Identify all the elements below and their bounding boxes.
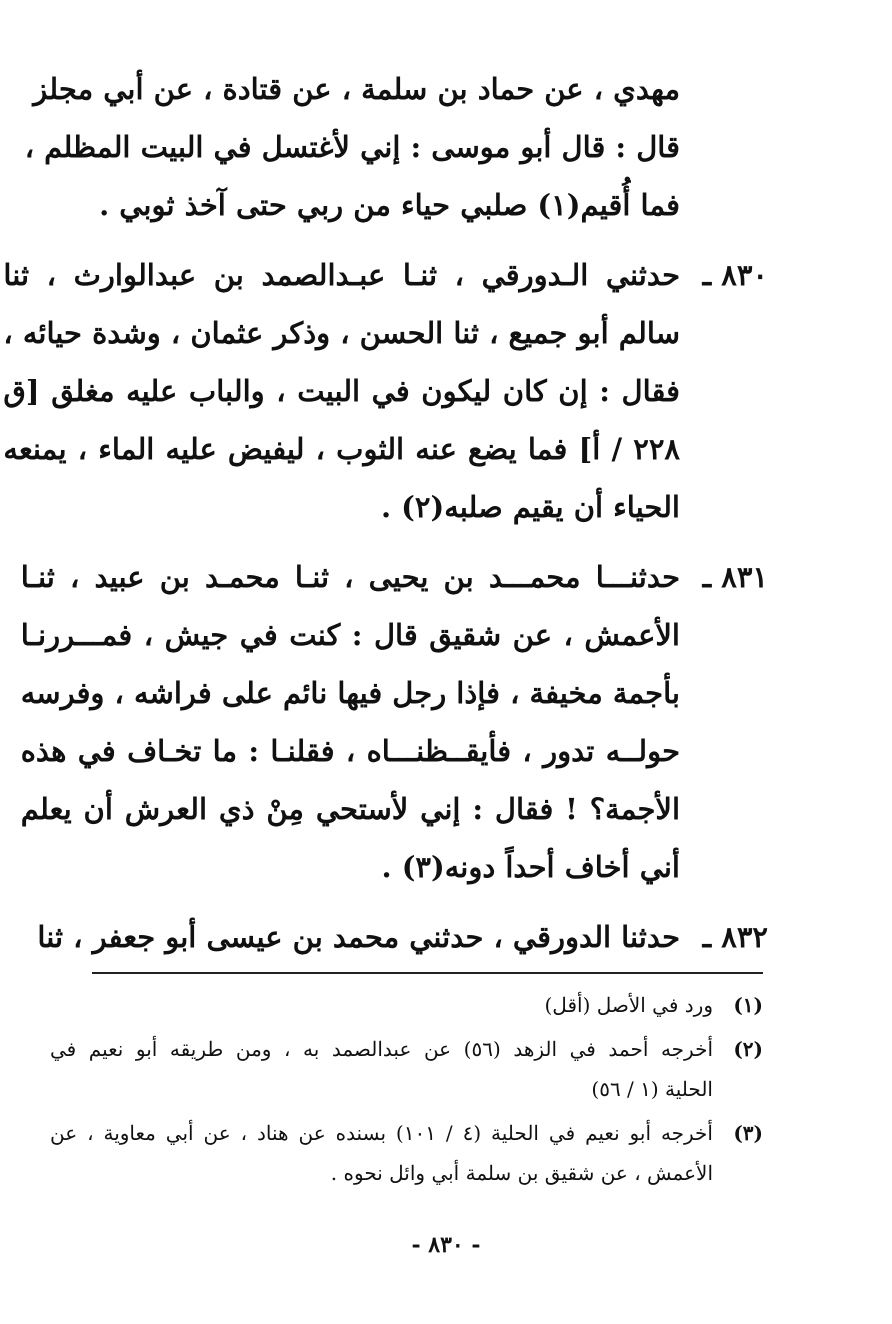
footnote-body <box>50 1113 713 1193</box>
entry-number: ٨٣١ ـ <box>702 560 768 594</box>
text-line: حولــه تدور ، فأيقــظنـــاه ، فقلنـا : ما تخـاف في هذه <box>20 734 680 768</box>
footnote-line: الأعمش ، عن شقيق بن سلمة أبي وائل نحوه . <box>330 1161 713 1185</box>
text-line: حدثنـــا محمـــد بن يحيى ، ثنـا محمـد بن عبيد ، ثنـا <box>20 560 680 594</box>
text-line: الأجمة؟ ! فقال : إني لأستحي مِنْ ذي العرش أن يعلم <box>20 792 680 826</box>
text-line: فقال : إن كان ليكون في البيت ، والباب عليه مغلق [ق <box>3 374 680 408</box>
text-line: ٢٢٨ / أ] فما يضع عنه الثوب ، ليفيض عليه الماء ، يمنعه <box>3 432 680 466</box>
text-line: حدثني الـدورقي ، ثنـا عبـدالصمد بن عبدالوارث ، ثنا <box>3 258 680 292</box>
footnote-line: أخرجه أحمد في الزهد (٥٦) عن عبدالصمد به ، ومن طريقه أبو نعيم في <box>50 1037 713 1061</box>
entry-body <box>21 548 680 896</box>
text-line: فما أُقيم(١) صلبي حياء من ربي حتى آخذ ثوبي . <box>99 188 680 222</box>
entry-body <box>3 246 680 536</box>
footnote-separator <box>92 972 763 974</box>
text-line: حدثنا الدورقي ، حدثني محمد بن عيسى أبو جعفر ، ثنا <box>37 920 680 954</box>
text-line: بأجمة مخيفة ، فإذا رجل فيها نائم على فراشه ، وفرسه <box>20 676 680 710</box>
entry-number: ٨٣٠ ـ <box>702 258 768 292</box>
main-text <box>3 60 768 978</box>
footnote-number: (١) <box>733 993 763 1017</box>
footnote-body <box>50 1029 713 1109</box>
footnote-2 <box>50 1029 763 1109</box>
page-number: - ٨٣٠ - <box>411 1232 481 1258</box>
text-line: مهدي ، عن حماد بن سلمة ، عن قتادة ، عن أبي مجلز <box>33 72 680 106</box>
footnote-line: أخرجه أبو نعيم في الحلية (٤ / ١٠١) بسنده عن هناد ، عن أبي معاوية ، عن <box>50 1121 713 1145</box>
text-line: أني أخاف أحداً دونه(٣) . <box>381 850 680 884</box>
footnote-3 <box>50 1113 763 1193</box>
footnote-body <box>50 985 713 1025</box>
footnote-line: ورد في الأصل (أقل) <box>544 993 713 1017</box>
footnote-number: (٢) <box>733 1037 763 1061</box>
hadith-entry-830 <box>3 246 768 536</box>
text-line: الأعمش ، عن شقيق قال : كنت في جيش ، فمـــررنـا <box>20 618 680 652</box>
footnote-line: الحلية (١ / ٥٦) <box>591 1077 713 1101</box>
entry-body <box>37 908 680 966</box>
footnote-number: (٣) <box>733 1121 763 1145</box>
footnote-1 <box>50 985 763 1025</box>
text-line: الحياء أن يقيم صلبه(٢) . <box>380 490 680 524</box>
continuation-paragraph <box>24 60 768 234</box>
hadith-entry-831 <box>20 548 768 896</box>
hadith-entry-832 <box>37 908 768 966</box>
footnotes <box>50 985 763 1197</box>
text-line: قال : قال أبو موسى : إني لأغتسل في البيت المظلم ، <box>24 130 680 164</box>
text-line: سالم أبو جميع ، ثنا الحسن ، وذكر عثمان ، وشدة حيائه ، <box>3 316 680 350</box>
entry-number: ٨٣٢ ـ <box>702 920 768 954</box>
